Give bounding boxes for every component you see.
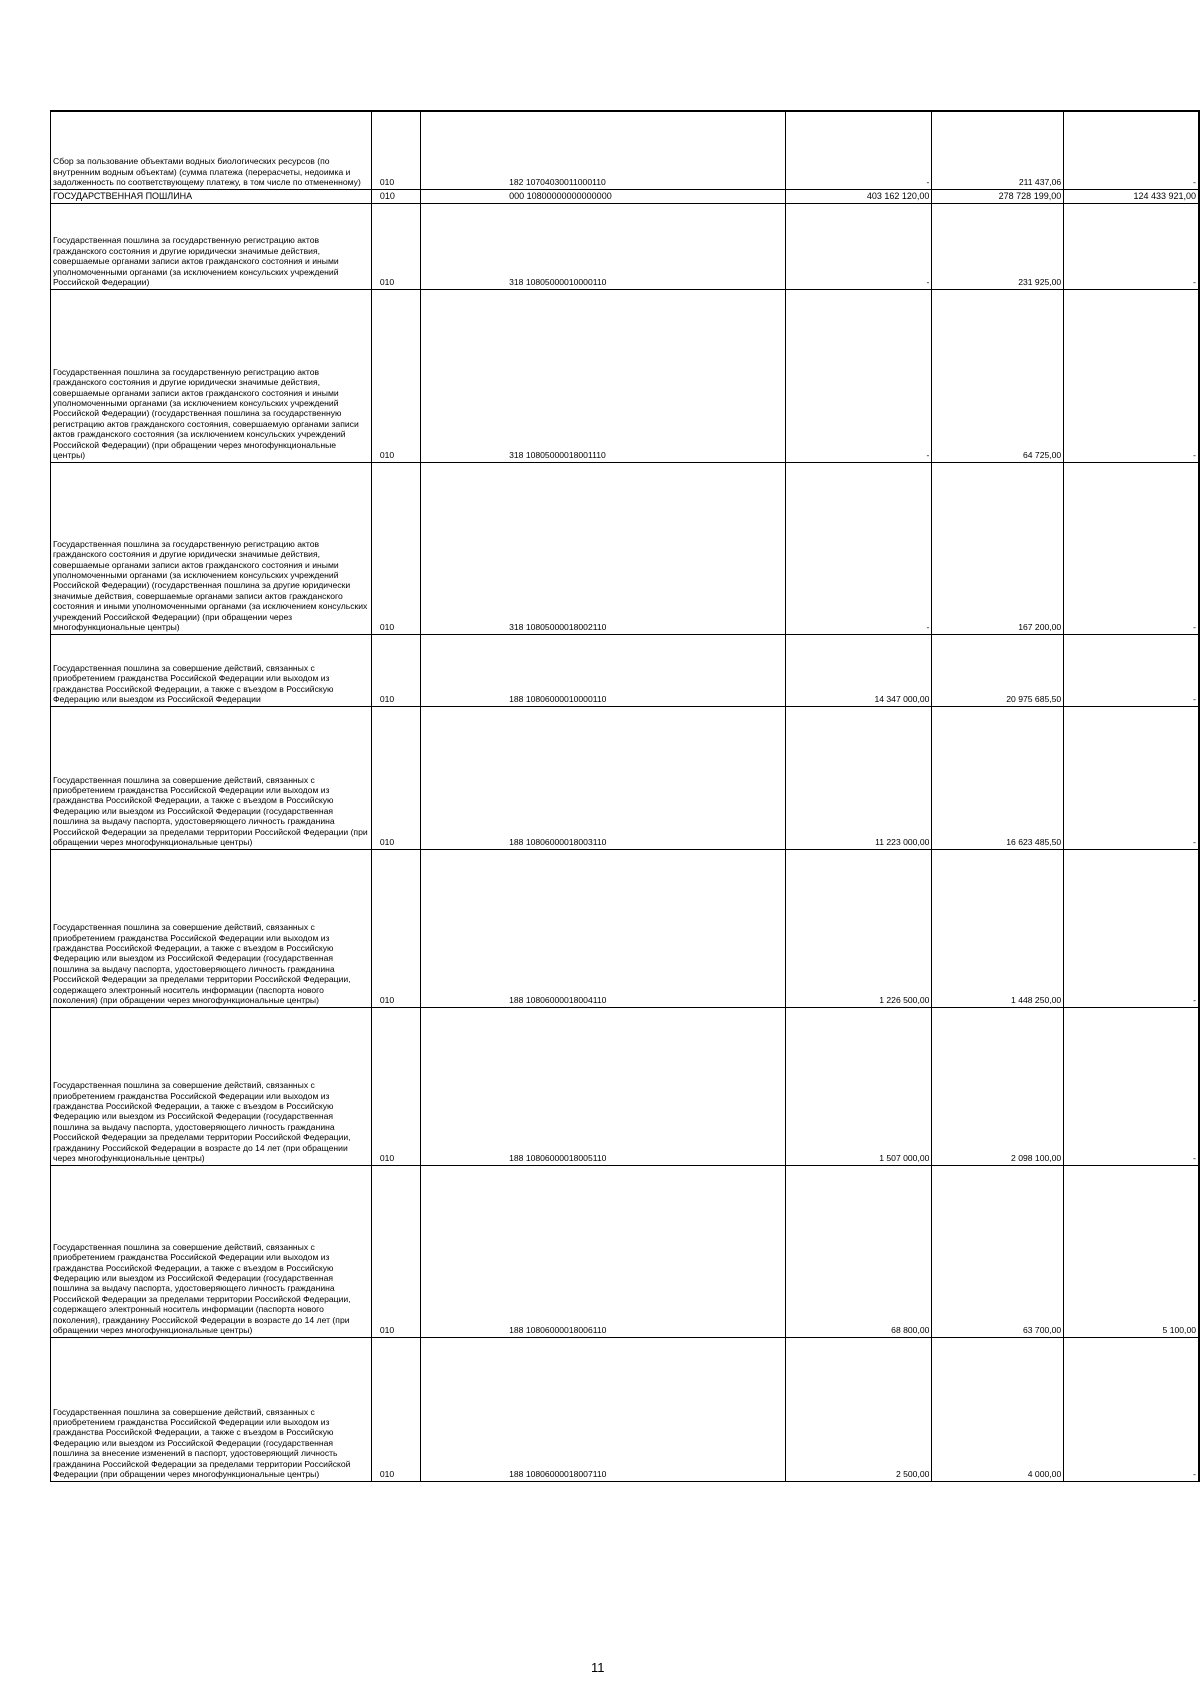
row-line-code: 010: [371, 462, 420, 634]
table-row: [51, 1337, 1200, 1481]
row-executed-amount: 16 623 485,50: [932, 706, 1064, 849]
row-line-code: 010: [371, 111, 420, 189]
table-row: [51, 1165, 1200, 1337]
row-budget-code: 182 10704030011000110: [421, 111, 786, 189]
row-executed-amount: 167 200,00: [932, 462, 1064, 634]
row-executed-amount: 278 728 199,00: [932, 189, 1064, 203]
row-budget-code: 188 10806000018006110: [421, 1165, 786, 1337]
row-budget-code: 318 10805000018002110: [421, 462, 786, 634]
row-name: Государственная пошлина за совершение действий, связанных с приобретением гражданства Российской Федерации или выходом из гражданства Российской Федерации, а также с въездом в Российскую Федерацию или выездом из Российской Федерации (государственная пошлина за выдачу паспорта, удостоверяющего личность гражданина Российской Федерации за пределами территории Российской Федерации, содержащего электронный носитель информации (паспорта нового поколения) (при обращении через многофункциональные центры): [51, 849, 372, 1007]
row-approved-amount: -: [786, 203, 932, 289]
row-line-code: 010: [371, 1007, 420, 1165]
row-approved-amount: 11 223 000,00: [786, 706, 932, 849]
row-unexecuted-amount: -: [1064, 1337, 1199, 1481]
row-name: Государственная пошлина за совершение действий, связанных с приобретением гражданства Российской Федерации или выходом из гражданства Российской Федерации, а также с въездом в Российскую Федерацию или выездом из Российской Федерации (государственная пошлина за выдачу паспорта, удостоверяющего личность гражданина Российской Федерации за пределами территории Российской Федерации, гражданину Российской Федерации в возрасте до 14 лет (при обращении через многофункциональные центры): [51, 1007, 372, 1165]
revenue-table: [50, 110, 1200, 1482]
row-executed-amount: 1 448 250,00: [932, 849, 1064, 1007]
row-unexecuted-amount: -: [1064, 111, 1199, 189]
row-unexecuted-amount: -: [1064, 849, 1199, 1007]
row-executed-amount: 63 700,00: [932, 1165, 1064, 1337]
row-unexecuted-amount: -: [1064, 706, 1199, 849]
row-approved-amount: 1 507 000,00: [786, 1007, 932, 1165]
row-executed-amount: 231 925,00: [932, 203, 1064, 289]
row-unexecuted-amount: -: [1064, 462, 1199, 634]
row-line-code: 010: [371, 1337, 420, 1481]
row-approved-amount: 68 800,00: [786, 1165, 932, 1337]
table-row: [51, 462, 1200, 634]
row-line-code: 010: [371, 203, 420, 289]
table-row: [51, 203, 1200, 289]
row-unexecuted-amount: 5 100,00: [1064, 1165, 1199, 1337]
row-executed-amount: 2 098 100,00: [932, 1007, 1064, 1165]
row-executed-amount: 4 000,00: [932, 1337, 1064, 1481]
row-budget-code: 318 10805000018001110: [421, 289, 786, 462]
table-row: [51, 706, 1200, 849]
row-approved-amount: -: [786, 462, 932, 634]
row-name: ГОСУДАРСТВЕННАЯ ПОШЛИНА: [51, 189, 372, 203]
row-budget-code: 188 10806000010000110: [421, 634, 786, 706]
table-row: [51, 111, 1200, 189]
row-budget-code: 188 10806000018007110: [421, 1337, 786, 1481]
row-name: Сбор за пользование объектами водных биологических ресурсов (по внутренним водным объектам) (сумма платежа (перерасчеты, недоимка и задолженность по соответствующему платежу, в том числе по отмененному): [51, 111, 372, 189]
row-line-code: 010: [371, 1165, 420, 1337]
page-number: 11: [591, 1660, 605, 1675]
row-line-code: 010: [371, 634, 420, 706]
row-unexecuted-amount: -: [1064, 203, 1199, 289]
row-executed-amount: 20 975 685,50: [932, 634, 1064, 706]
row-budget-code: 318 10805000010000110: [421, 203, 786, 289]
row-budget-code: 188 10806000018003110: [421, 706, 786, 849]
row-approved-amount: -: [786, 111, 932, 189]
row-name: Государственная пошлина за государственную регистрацию актов гражданского состояния и другие юридически значимые действия, совершаемые органами записи актов гражданского состояния и иными уполномоченными органами (за исключением консульских учреждений Российской Федерации) (государственная пошлина за другие юридически значимые действия, совершаемые органами записи актов гражданского состояния и иными уполномоченными органами (за исключением консульских учреждений Российской Федерации) (при обращении через многофункциональные центры): [51, 462, 372, 634]
row-unexecuted-amount: -: [1064, 289, 1199, 462]
row-unexecuted-amount: -: [1064, 634, 1199, 706]
row-approved-amount: 14 347 000,00: [786, 634, 932, 706]
row-approved-amount: 403 162 120,00: [786, 189, 932, 203]
row-line-code: 010: [371, 189, 420, 203]
row-name: Государственная пошлина за государственную регистрацию актов гражданского состояния и другие юридически значимые действия, совершаемые органами записи актов гражданского состояния и иными уполномоченными органами (за исключением консульских учреждений Российской Федерации) (государственная пошлина за государственную регистрацию актов гражданского состояния, совершаемую органами записи актов гражданского состояния (за исключением консульских учреждений Российской Федерации) (при обращении через многофункциональные центры): [51, 289, 372, 462]
table-row: [51, 849, 1200, 1007]
row-unexecuted-amount: 124 433 921,00: [1064, 189, 1199, 203]
row-line-code: 010: [371, 849, 420, 1007]
row-line-code: 010: [371, 706, 420, 849]
row-budget-code: 188 10806000018004110: [421, 849, 786, 1007]
row-executed-amount: 211 437,06: [932, 111, 1064, 189]
revenue-table-body: [51, 111, 1200, 1481]
row-name: Государственная пошлина за совершение действий, связанных с приобретением гражданства Российской Федерации или выходом из гражданства Российской Федерации, а также с въездом в Российскую Федерацию или выездом из Российской Федерации (государственная пошлина за выдачу паспорта, удостоверяющего личность гражданина Российской Федерации за пределами территории Российской Федерации (при обращении через многофункциональные центры): [51, 706, 372, 849]
row-name: Государственная пошлина за государственную регистрацию актов гражданского состояния и другие юридически значимые действия, совершаемые органами записи актов гражданского состояния и иными уполномоченными органами (за исключением консульских учреждений Российской Федерации): [51, 203, 372, 289]
table-row: [51, 1007, 1200, 1165]
row-line-code: 010: [371, 289, 420, 462]
row-name: Государственная пошлина за совершение действий, связанных с приобретением гражданства Российской Федерации или выходом из гражданства Российской Федерации, а также с въездом в Российскую Федерацию или выездом из Российской Федерации (государственная пошлина за выдачу паспорта, удостоверяющего личность гражданина Российской Федерации за пределами территории Российской Федерации, содержащего электронный носитель информации (паспорта нового поколения), гражданину Российской Федерации в возрасте до 14 лет (при обращении через многофункциональные центры): [51, 1165, 372, 1337]
row-name: Государственная пошлина за совершение действий, связанных с приобретением гражданства Российской Федерации или выходом из гражданства Российской Федерации, а также с въездом в Российскую Федерацию или выездом из Российской Федерации (государственная пошлина за внесение изменений в паспорт, удостоверяющий личность гражданина Российской Федерации за пределами территории Российской Федерации (при обращении через многофункциональные центры): [51, 1337, 372, 1481]
row-approved-amount: -: [786, 289, 932, 462]
row-name: Государственная пошлина за совершение действий, связанных с приобретением гражданства Российской Федерации или выходом из гражданства Российской Федерации, а также с въездом в Российскую Федерацию или выездом из Российской Федерации: [51, 634, 372, 706]
row-budget-code: 188 10806000018005110: [421, 1007, 786, 1165]
row-budget-code: 000 10800000000000000: [421, 189, 786, 203]
table-row: [51, 189, 1200, 203]
table-row: [51, 634, 1200, 706]
row-unexecuted-amount: -: [1064, 1007, 1199, 1165]
row-approved-amount: 1 226 500,00: [786, 849, 932, 1007]
table-row: [51, 289, 1200, 462]
row-approved-amount: 2 500,00: [786, 1337, 932, 1481]
row-executed-amount: 64 725,00: [932, 289, 1064, 462]
